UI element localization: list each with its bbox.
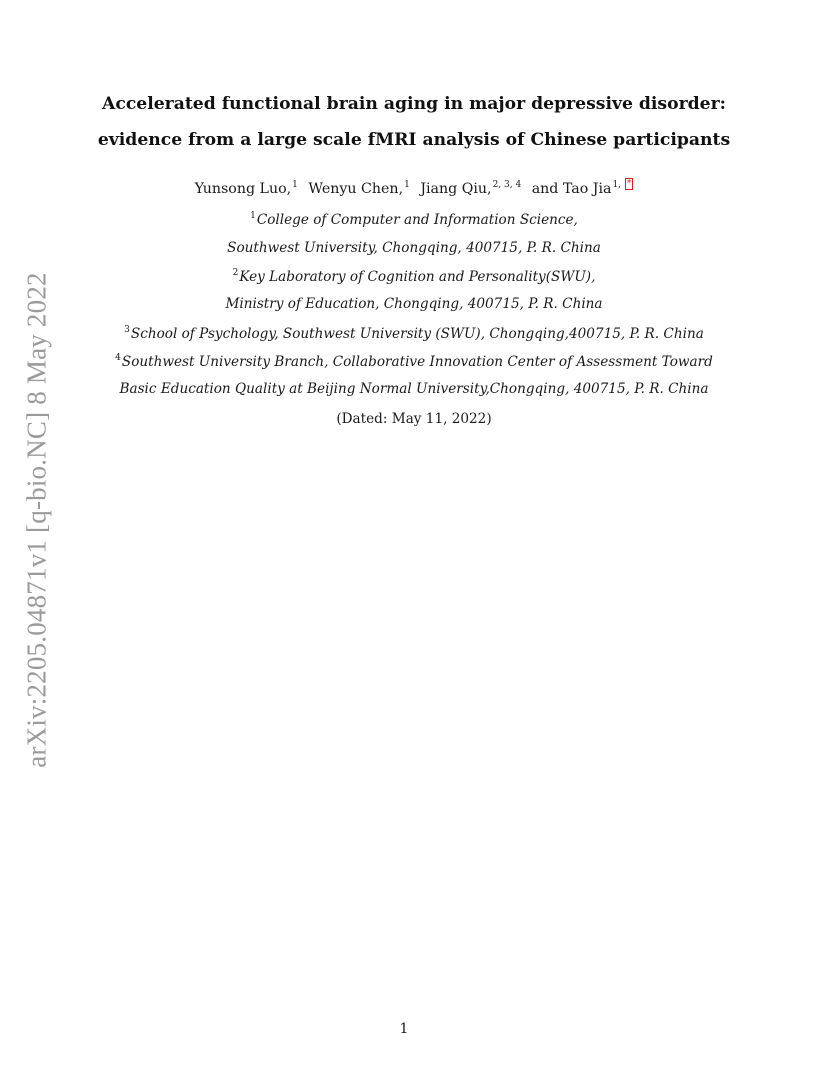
affiliation-text: Southwest University, Chongqing, 400715, P. R. China	[227, 240, 601, 256]
author-name: and Tao Jia	[531, 181, 612, 197]
affiliation-line	[60, 240, 768, 256]
affiliation-sup: 1	[250, 211, 256, 221]
paper-title-line-1: Accelerated functional brain aging in major depressive disorder:	[102, 94, 726, 114]
affiliation-text: Key Laboratory of Cognition and Personality(SWU),	[239, 269, 596, 285]
corresponding-author-footnote-link[interactable]: *	[626, 179, 632, 189]
paper-title-line-2: evidence from a large scale fMRI analysis of Chinese participants	[97, 130, 731, 150]
affiliation-text: Southwest University Branch, Collaborative Innovation Center of Assessment Toward	[121, 354, 713, 370]
author-name: Wenyu Chen,	[308, 181, 404, 197]
author-list	[60, 178, 768, 197]
author-affiliation-sup: 2, 3, 4	[492, 180, 522, 190]
affiliation-line	[60, 325, 768, 342]
affiliation-sup: 3	[124, 325, 130, 335]
affiliation-sup: 2	[232, 268, 239, 278]
affiliation-line	[60, 296, 768, 312]
author-affiliation-sup: 1	[404, 180, 410, 190]
affiliation-line	[60, 381, 768, 397]
author-name: Yunsong Luo,	[194, 181, 292, 197]
author-affiliation-sup: 1,	[612, 180, 624, 190]
dated-line: (Dated: May 11, 2022)	[336, 411, 492, 427]
affiliation-line	[60, 211, 768, 228]
affiliation-line	[60, 268, 768, 285]
affiliation-text: School of Psychology, Southwest University (SWU), Chongqing,400715, P. R. China	[130, 326, 704, 342]
affiliation-text: College of Computer and Information Science,	[256, 212, 578, 228]
author-affiliation-sup: 1	[292, 180, 298, 190]
affiliation-sup: 4	[115, 353, 121, 363]
arxiv-identifier-sidebar[interactable]: arXiv:2205.04871v1 [q-bio.NC] 8 May 2022	[21, 272, 52, 768]
page-number: 1	[399, 1021, 409, 1037]
affiliation-text: Basic Education Quality at Beijing Normal University,Chongqing, 400715, P. R. China	[119, 381, 709, 397]
affiliation-line	[60, 353, 768, 370]
author-name: Jiang Qiu,	[420, 181, 492, 197]
affiliation-text: Ministry of Education, Chongqing, 400715, P. R. China	[225, 296, 603, 312]
